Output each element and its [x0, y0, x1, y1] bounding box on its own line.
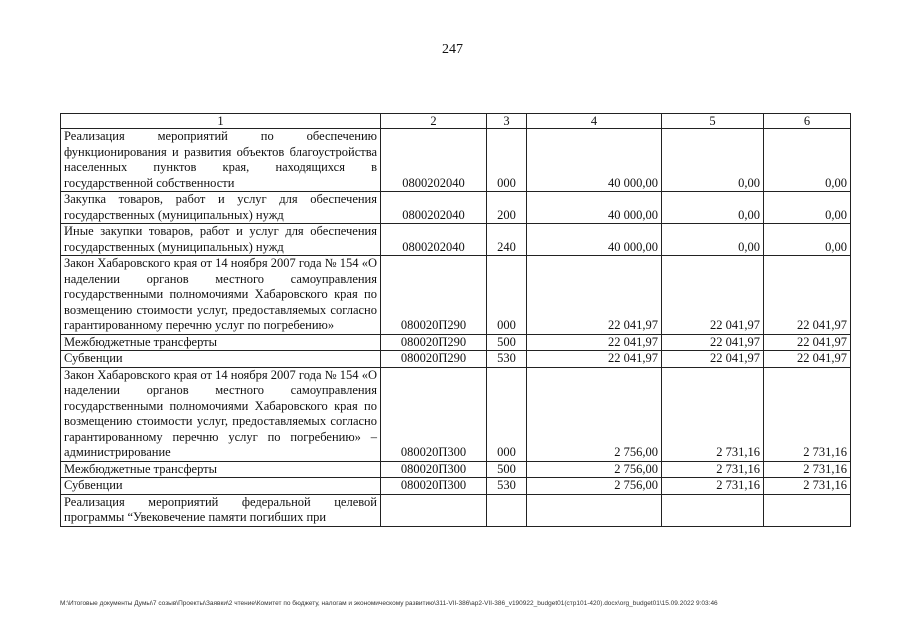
table-row: [61, 351, 851, 368]
target-article-code: 080020П290: [381, 256, 487, 335]
row-description: Субвенции: [61, 478, 381, 495]
amount-col6: [764, 494, 851, 526]
row-description: Закупка товаров, работ и услуг для обеспечения государственных (муниципальных) нужд: [61, 192, 381, 224]
column-header: 4: [527, 114, 662, 129]
table-row: [61, 494, 851, 526]
amount-col4: 40 000,00: [527, 129, 662, 192]
amount-col4: 2 756,00: [527, 461, 662, 478]
amount-col5: 0,00: [662, 129, 764, 192]
amount-col5: 2 731,16: [662, 478, 764, 495]
row-description: Межбюджетные трансферты: [61, 461, 381, 478]
amount-col4: 22 041,97: [527, 256, 662, 335]
amount-col6: 2 731,16: [764, 461, 851, 478]
amount-col4: 40 000,00: [527, 224, 662, 256]
column-header: 1: [61, 114, 381, 129]
amount-col4: 22 041,97: [527, 334, 662, 351]
document-path-footer: M:\Итоговые документы Думы\7 созыв\Проекты\Заявки\2 чтение\Комитет по бюджету, налогам и экономическому развитию\311-VII-386\ap2-VII-386_v190922_budget01(стр101-420).docx\org_budget01\15.09.2022 9:03:46: [60, 600, 718, 607]
table-row: [61, 129, 851, 192]
column-header: 5: [662, 114, 764, 129]
amount-col6: 0,00: [764, 192, 851, 224]
target-article-code: 080020П300: [381, 478, 487, 495]
table-row: [61, 256, 851, 335]
expense-type-code: 500: [487, 334, 527, 351]
expense-type-code: 000: [487, 129, 527, 192]
page-number: 247: [442, 42, 463, 57]
amount-col4: 2 756,00: [527, 478, 662, 495]
target-article-code: 0800202040: [381, 192, 487, 224]
target-article-code: 080020П300: [381, 461, 487, 478]
amount-col5: 0,00: [662, 192, 764, 224]
row-description: Закон Хабаровского края от 14 ноября 2007 года № 154 «О наделении органов местного самоуправления государственными полномочиями Хабаровского края по возмещению стоимости услуг, предоставляемых согласно гарантированному перечню услуг по погребению» – администрирование: [61, 367, 381, 461]
amount-col4: [527, 494, 662, 526]
amount-col6: 0,00: [764, 129, 851, 192]
expense-type-code: [487, 494, 527, 526]
expense-type-code: 530: [487, 478, 527, 495]
table-row: [61, 224, 851, 256]
table-row: [61, 334, 851, 351]
amount-col5: 0,00: [662, 224, 764, 256]
expense-type-code: 000: [487, 256, 527, 335]
amount-col6: 0,00: [764, 224, 851, 256]
column-header: 6: [764, 114, 851, 129]
target-article-code: 080020П290: [381, 334, 487, 351]
amount-col6: 2 731,16: [764, 478, 851, 495]
row-description: Иные закупки товаров, работ и услуг для обеспечения государственных (муниципальных) нужд: [61, 224, 381, 256]
amount-col5: 22 041,97: [662, 256, 764, 335]
target-article-code: [381, 494, 487, 526]
row-description: Субвенции: [61, 351, 381, 368]
target-article-code: 080020П300: [381, 367, 487, 461]
target-article-code: 0800202040: [381, 224, 487, 256]
table-row: [61, 461, 851, 478]
amount-col6: 22 041,97: [764, 334, 851, 351]
amount-col6: 2 731,16: [764, 367, 851, 461]
expense-type-code: 200: [487, 192, 527, 224]
budget-table: [60, 113, 851, 527]
column-header: 3: [487, 114, 527, 129]
amount-col4: 22 041,97: [527, 351, 662, 368]
amount-col4: 2 756,00: [527, 367, 662, 461]
target-article-code: 0800202040: [381, 129, 487, 192]
table-row: [61, 478, 851, 495]
amount-col4: 40 000,00: [527, 192, 662, 224]
expense-type-code: 000: [487, 367, 527, 461]
amount-col6: 22 041,97: [764, 256, 851, 335]
row-description: Реализация мероприятий федеральной целевой программы “Увековечение памяти погибших при: [61, 494, 381, 526]
table-row: [61, 367, 851, 461]
expense-type-code: 240: [487, 224, 527, 256]
row-description: Межбюджетные трансферты: [61, 334, 381, 351]
expense-type-code: 500: [487, 461, 527, 478]
amount-col5: 2 731,16: [662, 367, 764, 461]
column-header: 2: [381, 114, 487, 129]
table-row: [61, 192, 851, 224]
row-description: Реализация мероприятий по обеспечению функционирования и развития объектов благоустройства населенных пунктов края, находящихся в государственной собственности: [61, 129, 381, 192]
amount-col6: 22 041,97: [764, 351, 851, 368]
table-header-row: [61, 114, 851, 129]
amount-col5: 22 041,97: [662, 351, 764, 368]
amount-col5: 2 731,16: [662, 461, 764, 478]
amount-col5: [662, 494, 764, 526]
expense-type-code: 530: [487, 351, 527, 368]
target-article-code: 080020П290: [381, 351, 487, 368]
amount-col5: 22 041,97: [662, 334, 764, 351]
row-description: Закон Хабаровского края от 14 ноября 2007 года № 154 «О наделении органов местного самоуправления государственными полномочиями Хабаровского края по возмещению стоимости услуг, предоставляемых согласно гарантированному перечню услуг по погребению»: [61, 256, 381, 335]
